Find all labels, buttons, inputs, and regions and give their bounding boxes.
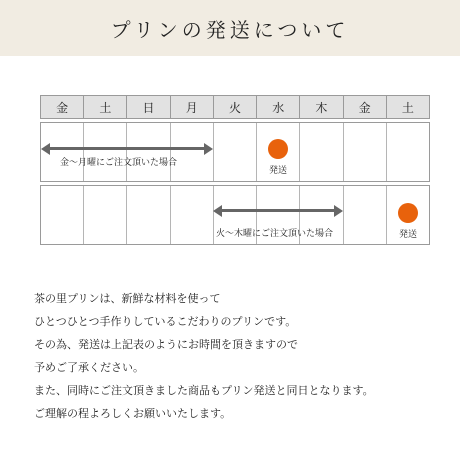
description-line: ご理解の程よろしくお願いいたします。: [34, 407, 232, 420]
calendar-cell: [83, 123, 126, 181]
calendar-cell: [170, 186, 213, 244]
description-line: 予めご了承ください。: [34, 361, 144, 374]
calendar-cell: [41, 123, 83, 181]
description-line: その為、発送は上記表のようにお時間を頂きますので: [34, 338, 298, 351]
shipping-label-1: 発送: [269, 166, 288, 176]
calendar-cell: [256, 123, 299, 181]
description-line: 茶の里プリンは、新鮮な材料を使って: [34, 292, 221, 305]
page-title: プリンの発送について: [110, 17, 350, 42]
calendar-cell: [170, 123, 213, 181]
day-header: 木: [299, 96, 342, 118]
shipping-label-2: 発送: [399, 230, 418, 240]
order-period-label-2: 火〜木曜にご注文頂いた場合: [216, 229, 334, 239]
calendar-cell: [126, 123, 169, 181]
day-header: 土: [386, 96, 429, 118]
description-line: また、同時にご注文頂きました商品もプリン発送と同日となります。: [34, 384, 374, 397]
calendar-cell: [83, 186, 126, 244]
day-header: 日: [126, 96, 169, 118]
order-period-label-1: 金〜月曜にご注文頂いた場合: [60, 158, 178, 168]
day-header: 土: [83, 96, 126, 118]
description-text: [34, 287, 444, 425]
calendar-cell: [343, 123, 386, 181]
calendar-cell: [213, 123, 256, 181]
day-header: 月: [170, 96, 213, 118]
calendar-cell: [213, 186, 256, 244]
calendar-cell: [126, 186, 169, 244]
calendar-cell: [299, 123, 342, 181]
calendar-cell: [386, 186, 429, 244]
day-header: 火: [213, 96, 256, 118]
calendar-cell: [256, 186, 299, 244]
day-header: 水: [256, 96, 299, 118]
page-header: [0, 0, 460, 56]
calendar-cell: [299, 186, 342, 244]
calendar-cell: [386, 123, 429, 181]
calendar-row-2: [40, 185, 430, 245]
day-header: 金: [56, 100, 69, 115]
calendar-cell: [343, 186, 386, 244]
calendar-header-row: [40, 95, 430, 119]
day-header: 金: [343, 96, 386, 118]
calendar-cell: [41, 186, 83, 244]
calendar-row-1: [40, 122, 430, 182]
description-line: ひとつひとつ手作りしているこだわりのプリンです。: [34, 315, 297, 328]
